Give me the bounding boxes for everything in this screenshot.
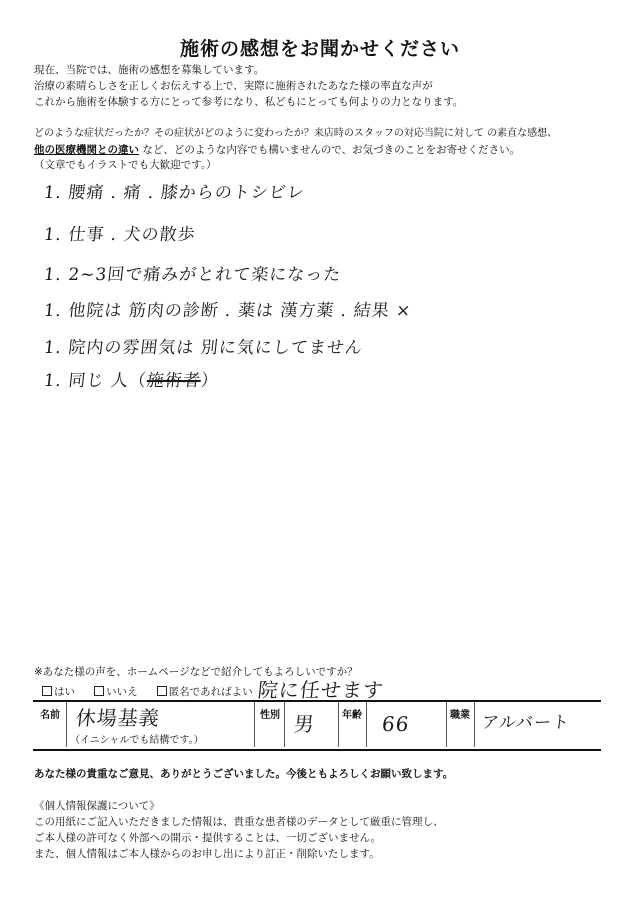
consent-option-yes[interactable]: はい bbox=[42, 686, 75, 698]
question-emphasis: 他の医療機関との違い bbox=[34, 144, 139, 156]
question-line-3: （文章でもイラストでも大歓迎です。） bbox=[34, 159, 217, 171]
divider bbox=[66, 702, 67, 747]
handwritten-line-6 bbox=[43, 366, 221, 391]
question-line-2 bbox=[34, 142, 520, 158]
checkbox-icon[interactable] bbox=[157, 686, 167, 696]
name-label: 名前 bbox=[40, 710, 60, 721]
handwritten-struck-text: 施術者 bbox=[145, 371, 202, 391]
divider bbox=[366, 702, 367, 747]
age-value: 66 bbox=[380, 712, 411, 736]
consent-handwritten-answer: 院に任せます bbox=[256, 678, 386, 702]
checkbox-icon[interactable] bbox=[94, 686, 104, 696]
handwritten-line-5: 1. 院内の雰囲気は 別に気にしてません bbox=[42, 338, 364, 358]
job-label: 職業 bbox=[450, 710, 470, 721]
intro-line-3: これから施術を体験する方にとって参考になり、私どもにとっても何よりの力となります。 bbox=[34, 96, 464, 108]
handwritten-line-2: 1. 仕事 . 犬の散歩 bbox=[42, 225, 197, 245]
consent-options bbox=[42, 680, 267, 699]
divider bbox=[474, 702, 475, 747]
intro-line-1: 現在、当院では、施術の感想を募集しています。 bbox=[34, 64, 265, 76]
thanks-message: あなた様の貴重なご意見、ありがとうございました。今後ともよろしくお願い致します。 bbox=[34, 768, 454, 780]
privacy-line-3: また、個人情報はご本人様からのお申し出により訂正・削除いたします。 bbox=[34, 848, 380, 860]
gender-label: 性別 bbox=[260, 710, 280, 721]
handwritten-line-4: 1. 他院は 筋肉の診断 . 薬は 漢方薬 . 結果 × bbox=[42, 301, 413, 321]
consent-question: ※あなた様の声を、ホームページなどで紹介してもよろしいですか？ bbox=[34, 666, 358, 678]
privacy-heading: 《個人情報保護について》 bbox=[34, 800, 160, 812]
age-label: 年齢 bbox=[342, 710, 362, 721]
divider bbox=[338, 702, 339, 747]
divider bbox=[446, 702, 447, 747]
privacy-line-2: ご本人様の許可なく外部への開示・提供することは、一切ございません。 bbox=[34, 832, 382, 844]
divider bbox=[254, 702, 255, 747]
privacy-line-1: この用紙にご記入いただきました情報は、貴重な患者様のデータとして厳重に管理し、 bbox=[34, 816, 444, 828]
intro-line-2: 治療の素晴らしさを正しくお伝えする上で、実際に施術されたあなた様の率直な声が bbox=[34, 80, 433, 92]
job-value: アルバート bbox=[480, 713, 571, 733]
consent-option-no[interactable]: いいえ bbox=[94, 686, 138, 698]
handwritten-line-6-end: ） bbox=[199, 371, 220, 391]
checkbox-icon[interactable] bbox=[42, 686, 52, 696]
name-value: 休場基義 bbox=[74, 706, 162, 730]
handwritten-line-1: 1. 腰痛 . 痛 . 膝からのトシビレ bbox=[42, 183, 306, 203]
name-note: （イニシャルでも結構です。） bbox=[70, 735, 204, 746]
page-title: 施術の感想をお聞かせください bbox=[179, 38, 460, 60]
handwritten-line-3: 1. 2~3回で痛みがとれて楽になった bbox=[42, 265, 343, 285]
question-line-2-rest: など、どのような内容でも構いませんので、お気づきのことをお寄せください。 bbox=[142, 144, 521, 156]
question-line-1: どのような症状だったか？その症状がどのように変わったか？来店時のスタッフの対応当院に対して の素直な感想、 bbox=[34, 128, 558, 139]
divider bbox=[284, 702, 285, 747]
gender-value: 男 bbox=[292, 712, 317, 736]
handwritten-line-6-main: 1. 同じ 人（ bbox=[42, 371, 148, 391]
consent-option-anon[interactable]: 匿名であればよい bbox=[157, 686, 253, 698]
